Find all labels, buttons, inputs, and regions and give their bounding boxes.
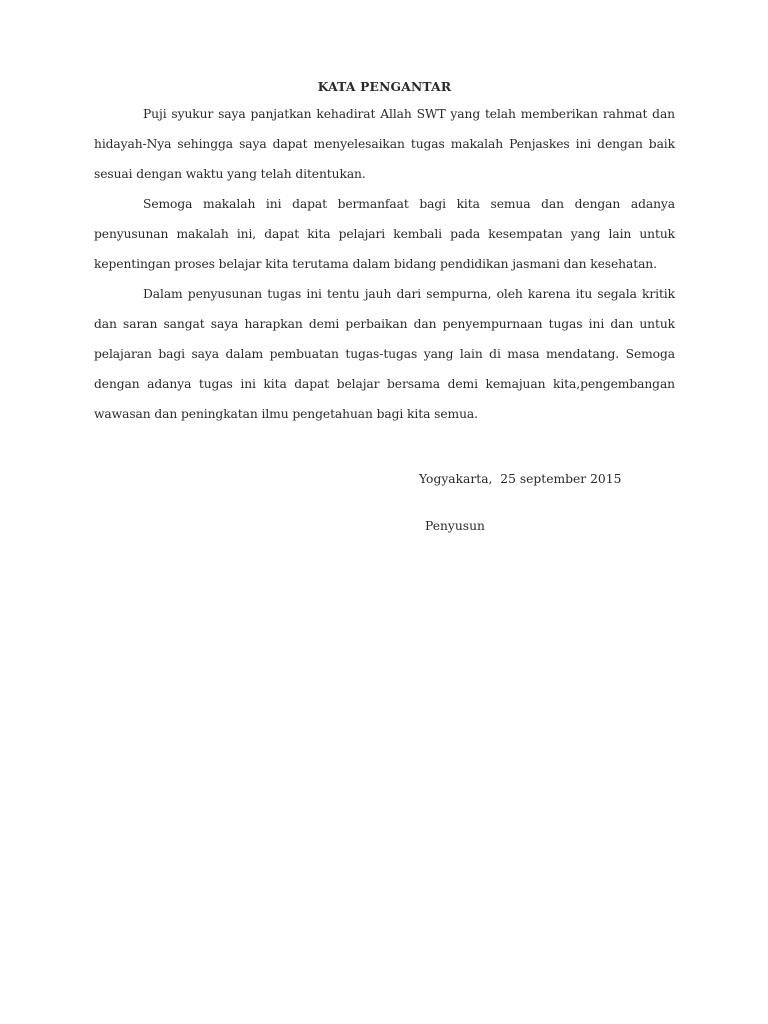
page-title: KATA PENGANTAR — [317, 79, 452, 94]
paragraph-hope: Semoga makalah ini dapat bermanfaat bagi kita semua dan dengan adanya penyusunan makalah ini, dapat kita pelajari kembali pada kesempatan yang lain untuk kepentingan proses belajar kita terutama dalam bidang pendidikan jasmani dan kesehatan. — [94, 197, 675, 271]
paragraph-feedback: Dalam penyusunan tugas ini tentu jauh dari sempurna, oleh karena itu segala kritik dan saran sangat saya harapkan demi perbaikan dan penyempurnaan tugas ini dan untuk pelajaran bagi saya dalam pembuatan tugas-tugas yang lain di masa mendatang. Semoga dengan adanya tugas ini kita dapat belajar bersama demi kemajuan kita,pengembangan wawasan dan peningkatan ilmu pengetahuan bagi kita semua. — [94, 287, 675, 421]
paragraph-gratitude: Puji syukur saya panjatkan kehadirat Allah SWT yang telah memberikan rahmat dan hidayah-Nya sehingga saya dapat menyelesaikan tugas makalah Penjaskes ini dengan baik sesuai dengan waktu yang telah ditentukan. — [94, 107, 675, 181]
signer-label: Penyusun — [425, 519, 485, 533]
place-date: Yogyakarta, 25 september 2015 — [419, 472, 622, 486]
document-body — [94, 77, 675, 429]
